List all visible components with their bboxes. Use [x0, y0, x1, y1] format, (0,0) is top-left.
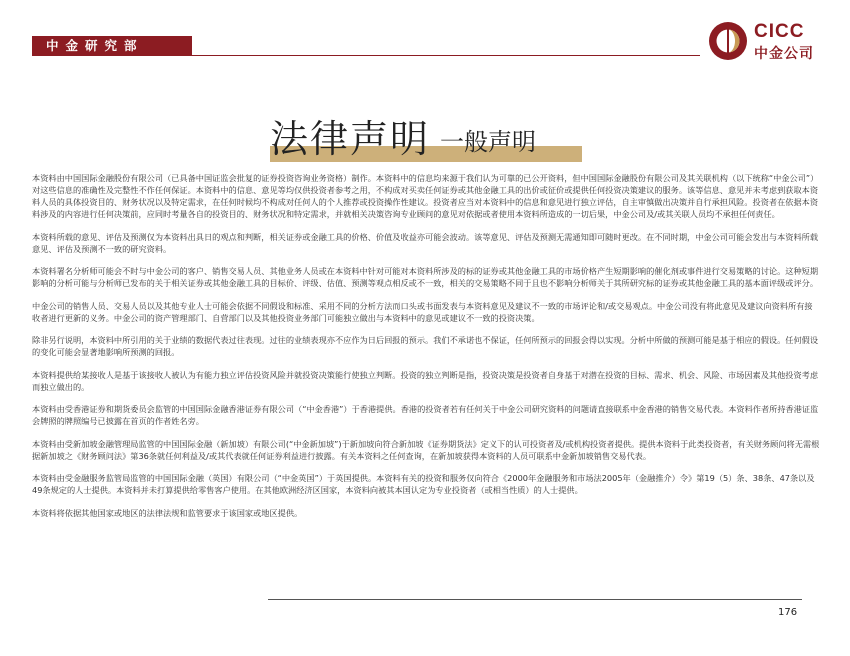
disclaimer-body — [32, 172, 820, 529]
cicc-logo — [708, 19, 820, 65]
page-number: 176 — [778, 607, 798, 618]
cicc-logo-icon — [708, 21, 748, 61]
paragraph: 除非另行说明，本资料中所引用的关于业绩的数据代表过往表现。过往的业绩表现亦不应作为日后回报的预示。我们不承诺也不保证，任何所预示的回报会得以实现。分析中所做的预测可能是基于相应的假设。任何假设的变化可能会显著地影响所预测的回报。 — [32, 335, 819, 357]
paragraph: 本资料提供给某接收人是基于该接收人被认为有能力独立评估投资风险并就投资决策能行使独立判断。投资的独立判断是指，投资决策是投资者自身基于对潜在投资的目标、需求、机会、风险、市场因素及其他投资考虑而独立做出的。 — [32, 369, 819, 392]
logo-text-cn: 中金公司 — [754, 46, 814, 62]
paragraph: 本资料由受金融服务监管局监管的中国国际金融（英国）有限公司（“中金英国”）于英国提供。本资料有关的投资和服务仅向符合《2000年金融服务和市场法2005年（金融推介）令》第19（5）条、38条、47条以及49条规定的人士提供。本资料并未打算提供给零售客户使用。在其他欧洲经济区国家，本资料向被其本国认定为专业投资者（或相当性质）的人士提供。 — [32, 473, 815, 495]
department-label: 中金研究部 — [46, 38, 144, 53]
page-title — [264, 110, 584, 160]
department-banner — [32, 36, 192, 56]
paragraph: 中金公司的销售人员、交易人员以及其他专业人士可能会依据不同假设和标准、采用不同的分析方法而口头或书面发表与本资料意见及建议不一致的市场评论和/或交易观点。中金公司没有将此意见及建议向资料所有接收者进行更新的义务。中金公司的资产管理部门、自营部门以及其他投资业务部门可能独立做出与本资料中的意见或建议不一致的投资决策。 — [32, 300, 813, 323]
header-divider — [192, 55, 700, 56]
paragraph: 本资料所载的意见、评估及预测仅为本资料出具日的观点和判断，相关证券或金融工具的价格、价值及收益亦可能会波动。该等意见、评估及预测无需通知即可随时更改。在不同时期，中金公司可能会发出与本资料所载意见、评估及预测不一致的研究资料。 — [32, 231, 819, 254]
paragraph: 本资料由受香港证券和期货委员会监管的中国国际金融香港证券有限公司（“中金香港”）于香港提供。香港的投资者若有任何关于中金公司研究资料的问题请直接联系中金香港的销售交易代表。本资料作者所持香港证监会牌照的牌照编号已披露在首页的作者姓名旁。 — [32, 404, 819, 426]
title-sub: 一般声明 — [440, 128, 536, 156]
paragraph: 本资料由受新加坡金融管理局监管的中国国际金融（新加坡）有限公司(“中金新加坡”)于新加坡向符合新加坡《证券期货法》定义下的认可投资者及/或机构投资者提供。提供本资料于此类投资者，有关财务顾问将无需根据新加坡之《财务顾问法》第36条就任何利益及/或其代表就任何证券利益进行披露。有关本资料之任何查询，在新加坡获得本资料的人员可联系中金新加坡销售交易代表。 — [32, 438, 820, 461]
title-main: 法律声明 — [270, 117, 431, 161]
logo-text-en: CICC — [754, 21, 805, 42]
footer-divider — [268, 599, 802, 600]
paragraph: 本资料由中国国际金融股份有限公司（已具备中国证监会批复的证券投资咨询业务资格）制作。本资料中的信息均来源于我们认为可靠的已公开资料，但中国国际金融股份有限公司及其关联机构（以下统称“中金公司”）对这些信息的准确性及完整性不作任何保证。本资料中的信息、意见等均仅供投资者参考之用，不构成对买卖任何证券或其他金融工具的出价或征价或提供任何投资决策建议的服务。该等信息、意见并未考虑到获取本资料人员的具体投资目的、财务状况以及特定需求，在任何时候均不构成对任何人的个人推荐或投资操作性建议。投资者应当对本资料中的信息和意见进行独立评估，自主审慎做出决策并自行承担风险。投资者在依据本资料涉及的内容进行任何决策前，应同时考量各自的投资目的、财务状况和特定需求，并就相关决策咨询专业顾问的意见对依据或者使用本资料所造成的一切后果，中金公司及/或其关联人员均不承担任何责任。 — [32, 173, 819, 219]
paragraph: 本资料将依据其他国家或地区的法律法规和监管要求于该国家或地区提供。 — [32, 507, 303, 518]
paragraph: 本资料署名分析师可能会不时与中金公司的客户、销售交易人员、其他业务人员或在本资料中针对可能对本资料所涉及的标的证券或其他金融工具的市场价格产生短期影响的催化剂或事件进行交易策略的讨论。这种短期影响的分析可能与分析师已发布的关于相关证券或其他金融工具的目标价、评级、估值、预测等观点相反或不一致，相关的交易策略不同于且也不影响分析师关于其所研究标的证券或其他金融工具的基本面评级或评分。 — [32, 266, 819, 288]
